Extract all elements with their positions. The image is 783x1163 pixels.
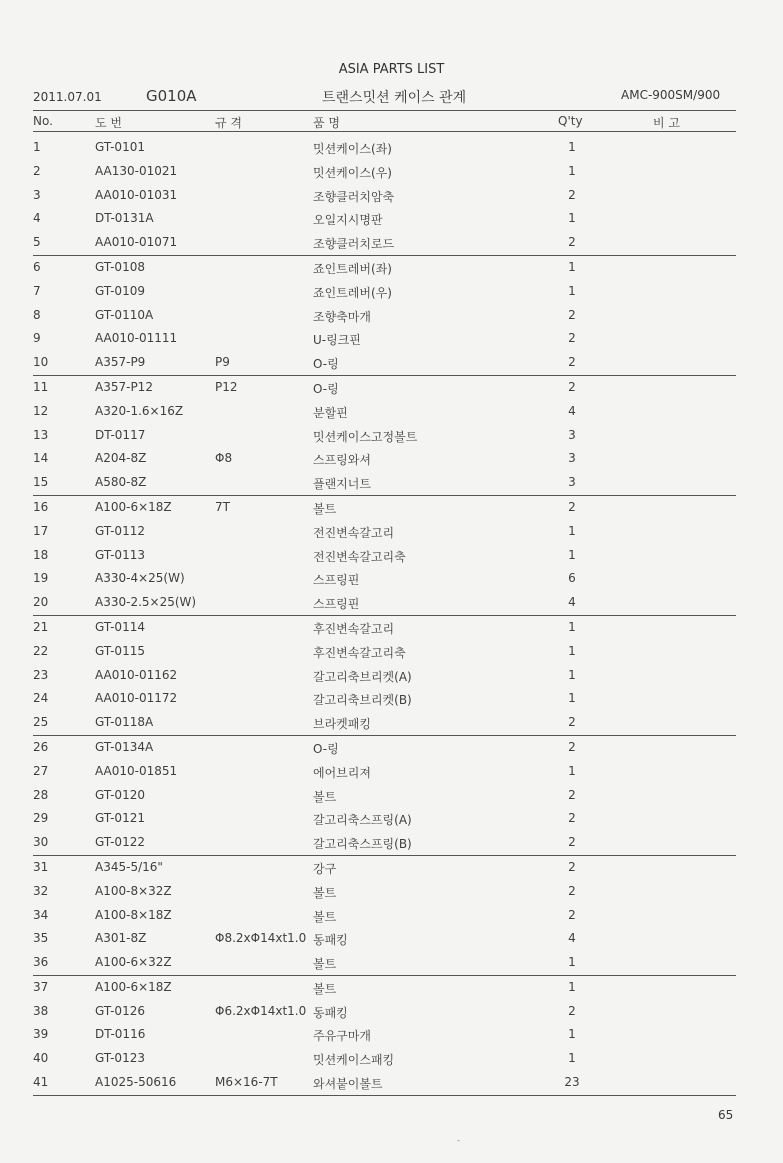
part-no-cell: 16 [33, 499, 49, 514]
part-name-cell: O-링 [313, 381, 339, 396]
document-date: 2011.07.01 [33, 90, 102, 104]
part-no-cell: 10 [33, 355, 49, 370]
table-row [33, 520, 736, 544]
part-no-cell: 1 [33, 140, 41, 154]
qty-cell: 1 [568, 163, 576, 178]
part-no-cell: 34 [33, 907, 49, 922]
part-name-cell: 플랜지너트 [313, 477, 371, 492]
table-row [33, 951, 736, 976]
part-number-cell: AA130-01021 [95, 163, 178, 178]
part-no-cell: 30 [33, 835, 49, 850]
part-number-cell: A330-2.5×25(W) [95, 595, 197, 610]
qty-cell: 2 [568, 811, 576, 826]
qty-cell: 1 [568, 211, 576, 226]
header-remark: 비 고 [653, 116, 680, 130]
page-speck: - [457, 1136, 460, 1145]
part-name-cell: 밋션케이스(우) [313, 165, 392, 180]
spec-cell: Φ6.2xΦ14xt1.0 [215, 1003, 307, 1018]
qty-cell: 1 [568, 1027, 576, 1042]
table-row [33, 496, 736, 520]
part-name-cell: 갈고리축스프링(B) [313, 837, 412, 852]
table-row [33, 376, 736, 400]
part-name-cell: 갈고리축브리켓(B) [313, 693, 412, 708]
part-no-cell: 15 [33, 475, 49, 490]
part-no-cell: 12 [33, 403, 49, 418]
header-top-rule [33, 110, 736, 111]
part-number-cell: GT-0118A [95, 715, 154, 730]
qty-cell: 2 [568, 859, 576, 874]
part-no-cell: 26 [33, 739, 49, 754]
part-name-cell: 스프링핀 [313, 573, 360, 588]
part-name-cell: 에어브리져 [313, 765, 371, 780]
qty-cell: 1 [568, 523, 576, 538]
part-name-cell: 조향클러치암축 [313, 189, 395, 204]
spec-cell: P9 [215, 355, 230, 370]
table-row [33, 616, 736, 640]
part-no-cell: 36 [33, 955, 49, 970]
qty-cell: 2 [568, 187, 576, 202]
part-number-cell: A357-P9 [95, 355, 146, 370]
part-number-cell: GT-0123 [95, 1051, 145, 1066]
table-row [33, 1071, 736, 1096]
qty-cell: 2 [568, 379, 576, 394]
table-row [33, 880, 736, 904]
part-no-cell: 13 [33, 427, 49, 442]
table-row [33, 304, 736, 328]
part-name-cell: 오일지시명판 [313, 213, 383, 228]
part-number-cell: DT-0116 [95, 1027, 146, 1042]
page-number: 65 [718, 1108, 734, 1122]
table-row [33, 687, 736, 711]
part-number-cell: AA010-01071 [95, 235, 178, 250]
table-row [33, 760, 736, 784]
part-no-cell: 25 [33, 715, 49, 730]
part-number-cell: GT-0114 [95, 619, 145, 634]
qty-cell: 2 [568, 307, 576, 322]
part-name-cell: 스프링핀 [313, 597, 360, 612]
table-row [33, 207, 736, 231]
qty-cell: 4 [568, 595, 576, 610]
header-name: 품 명 [313, 116, 340, 130]
part-number-cell: A100-8×32Z [95, 883, 172, 898]
part-name-cell: 갈고리축스프링(A) [313, 813, 412, 828]
part-number-cell: A357-P12 [95, 379, 153, 394]
part-name-cell: 갈고리축브리켓(A) [313, 669, 412, 684]
qty-cell: 2 [568, 883, 576, 898]
part-no-cell: 5 [33, 235, 41, 250]
qty-cell: 1 [568, 691, 576, 706]
qty-cell: 1 [568, 259, 576, 274]
qty-cell: 2 [568, 835, 576, 850]
part-number-cell: GT-0134A [95, 739, 154, 754]
part-name-cell: 밋션케이스패킹 [313, 1053, 395, 1068]
header-part: 도 번 [95, 116, 122, 130]
part-number-cell: A580-8Z [95, 475, 147, 490]
part-no-cell: 40 [33, 1051, 49, 1066]
part-no-cell: 28 [33, 787, 49, 802]
qty-cell: 6 [568, 571, 576, 586]
part-name-cell: 조향축마개 [313, 309, 371, 324]
table-row [33, 904, 736, 928]
part-number-cell: A1025-50616 [95, 1075, 177, 1090]
part-number-cell: A100-6×32Z [95, 955, 172, 970]
table-row [33, 256, 736, 280]
part-number-cell: DT-0131A [95, 211, 154, 226]
table-row [33, 184, 736, 208]
part-number-cell: GT-0108 [95, 259, 145, 274]
table-row [33, 1047, 736, 1071]
part-name-cell: 분할핀 [313, 405, 348, 420]
part-no-cell: 6 [33, 259, 41, 274]
qty-cell: 1 [568, 763, 576, 778]
part-number-cell: AA010-01162 [95, 667, 178, 682]
part-no-cell: 41 [33, 1075, 49, 1090]
part-no-cell: 14 [33, 451, 49, 466]
part-no-cell: 8 [33, 307, 41, 322]
qty-cell: 1 [568, 955, 576, 970]
model-number: AMC-900SM/900 [621, 88, 721, 102]
qty-cell: 2 [568, 907, 576, 922]
qty-cell: 1 [568, 283, 576, 298]
part-number-cell: GT-0110A [95, 307, 154, 322]
part-no-cell: 19 [33, 571, 49, 586]
part-name-cell: 브라켓패킹 [313, 717, 371, 732]
part-number-cell: A330-4×25(W) [95, 571, 185, 586]
part-no-cell: 23 [33, 667, 49, 682]
part-number-cell: AA010-01172 [95, 691, 178, 706]
header-qty: Q'ty [558, 114, 583, 128]
part-name-cell: 볼트 [313, 909, 337, 924]
part-no-cell: 35 [33, 931, 49, 946]
part-name-cell: 전진변속갈고리축 [313, 549, 406, 564]
qty-cell: 2 [568, 1003, 576, 1018]
part-number-cell: GT-0126 [95, 1003, 145, 1018]
qty-cell: 2 [568, 739, 576, 754]
part-number-cell: GT-0101 [95, 140, 145, 154]
qty-cell: 23 [564, 1075, 580, 1090]
part-no-cell: 27 [33, 763, 49, 778]
part-name-cell: 동패킹 [313, 933, 348, 948]
part-no-cell: 9 [33, 331, 41, 346]
qty-cell: 2 [568, 499, 576, 514]
part-number-cell: A100-6×18Z [95, 499, 172, 514]
part-name-cell: 볼트 [313, 501, 337, 516]
part-name-cell: 볼트 [313, 789, 337, 804]
part-number-cell: AA010-01851 [95, 763, 178, 778]
part-number-cell: A100-8×18Z [95, 907, 172, 922]
part-name-cell: 강구 [313, 861, 337, 876]
part-name-cell: 밋션케이스(좌) [313, 142, 392, 156]
qty-cell: 1 [568, 547, 576, 562]
table-row [33, 471, 736, 496]
part-name-cell: 죠인트레버(좌) [313, 261, 392, 276]
part-name-cell: 스프링와셔 [313, 453, 371, 468]
part-no-cell: 4 [33, 211, 41, 226]
table-row [33, 784, 736, 808]
part-name-cell: 죠인트레버(우) [313, 285, 392, 300]
part-name-cell: 조향클러치로드 [313, 237, 395, 252]
part-no-cell: 3 [33, 187, 41, 202]
qty-cell: 1 [568, 140, 576, 154]
table-row [33, 976, 736, 1000]
table-row [33, 711, 736, 736]
part-no-cell: 22 [33, 643, 49, 658]
part-number-cell: DT-0117 [95, 427, 146, 442]
part-name-cell: O-링 [313, 741, 339, 756]
section-title: 트랜스밋션 케이스 관계 [322, 90, 467, 106]
table-row [33, 831, 736, 856]
part-no-cell: 21 [33, 619, 49, 634]
part-name-cell: O-링 [313, 357, 339, 372]
part-name-cell: 밋션케이스고정볼트 [313, 429, 418, 444]
group-code: G010A [146, 87, 197, 105]
part-name-cell: 볼트 [313, 981, 337, 996]
table-row [33, 424, 736, 448]
part-no-cell: 38 [33, 1003, 49, 1018]
header-spec: 규 격 [215, 116, 242, 130]
part-no-cell: 7 [33, 283, 41, 298]
spec-cell: P12 [215, 379, 238, 394]
part-number-cell: AA010-01031 [95, 187, 178, 202]
part-name-cell: 후진변속갈고리 [313, 621, 395, 636]
part-no-cell: 39 [33, 1027, 49, 1042]
table-row [33, 160, 736, 184]
part-number-cell: GT-0115 [95, 643, 145, 658]
part-no-cell: 29 [33, 811, 49, 826]
table-row [33, 327, 736, 351]
table-row [33, 544, 736, 568]
part-name-cell: U-링크핀 [313, 333, 361, 348]
qty-cell: 1 [568, 619, 576, 634]
table-row [33, 1023, 736, 1047]
qty-cell: 2 [568, 787, 576, 802]
part-number-cell: A320-1.6×16Z [95, 403, 184, 418]
table-row [33, 1000, 736, 1024]
part-no-cell: 20 [33, 595, 49, 610]
part-no-cell: 24 [33, 691, 49, 706]
part-number-cell: GT-0121 [95, 811, 145, 826]
part-number-cell: GT-0112 [95, 523, 145, 538]
table-row [33, 280, 736, 304]
part-name-cell: 전진변속갈고리 [313, 525, 395, 540]
qty-cell: 4 [568, 931, 576, 946]
qty-cell: 1 [568, 1051, 576, 1066]
parts-table [33, 136, 736, 1096]
table-row [33, 664, 736, 688]
part-name-cell: 후진변속갈고리축 [313, 645, 406, 660]
table-header [33, 114, 736, 132]
table-row [33, 640, 736, 664]
qty-cell: 3 [568, 427, 576, 442]
table-row [33, 807, 736, 831]
qty-cell: 2 [568, 235, 576, 250]
part-no-cell: 37 [33, 979, 49, 994]
part-number-cell: A204-8Z [95, 451, 147, 466]
part-number-cell: A301-8Z [95, 931, 147, 946]
part-name-cell: 주유구마개 [313, 1029, 371, 1044]
document-title: ASIA PARTS LIST [338, 62, 445, 77]
part-no-cell: 32 [33, 883, 49, 898]
spec-cell: Φ8.2xΦ14xt1.0 [215, 931, 307, 946]
table-row [33, 927, 736, 951]
part-no-cell: 18 [33, 547, 49, 562]
table-row [33, 567, 736, 591]
part-name-cell: 볼트 [313, 957, 337, 972]
part-name-cell: 동패킹 [313, 1005, 348, 1020]
table-row [33, 231, 736, 256]
part-number-cell: GT-0122 [95, 835, 145, 850]
qty-cell: 1 [568, 643, 576, 658]
part-number-cell: GT-0120 [95, 787, 145, 802]
table-row [33, 351, 736, 376]
part-number-cell: AA010-01111 [95, 331, 178, 346]
part-number-cell: A345-5/16" [95, 859, 163, 874]
table-row [33, 400, 736, 424]
table-row [33, 736, 736, 760]
table-row [33, 447, 736, 471]
qty-cell: 1 [568, 667, 576, 682]
part-no-cell: 31 [33, 859, 49, 874]
qty-cell: 3 [568, 475, 576, 490]
part-number-cell: A100-6×18Z [95, 979, 172, 994]
part-number-cell: GT-0113 [95, 547, 145, 562]
part-no-cell: 11 [33, 379, 49, 394]
header-no: No. [33, 114, 53, 128]
spec-cell: M6×16-7T [215, 1075, 278, 1090]
qty-cell: 1 [568, 979, 576, 994]
spec-cell: Φ8 [215, 451, 233, 466]
part-name-cell: 와셔붙이볼트 [313, 1077, 383, 1092]
table-row [33, 136, 736, 160]
part-no-cell: 2 [33, 163, 41, 178]
table-row [33, 856, 736, 880]
qty-cell: 3 [568, 451, 576, 466]
qty-cell: 2 [568, 715, 576, 730]
qty-cell: 4 [568, 403, 576, 418]
qty-cell: 2 [568, 355, 576, 370]
part-name-cell: 볼트 [313, 885, 337, 900]
part-number-cell: GT-0109 [95, 283, 145, 298]
part-no-cell: 17 [33, 523, 49, 538]
table-row [33, 591, 736, 616]
header-bottom-rule [33, 131, 736, 132]
qty-cell: 2 [568, 331, 576, 346]
spec-cell: 7T [215, 499, 230, 514]
